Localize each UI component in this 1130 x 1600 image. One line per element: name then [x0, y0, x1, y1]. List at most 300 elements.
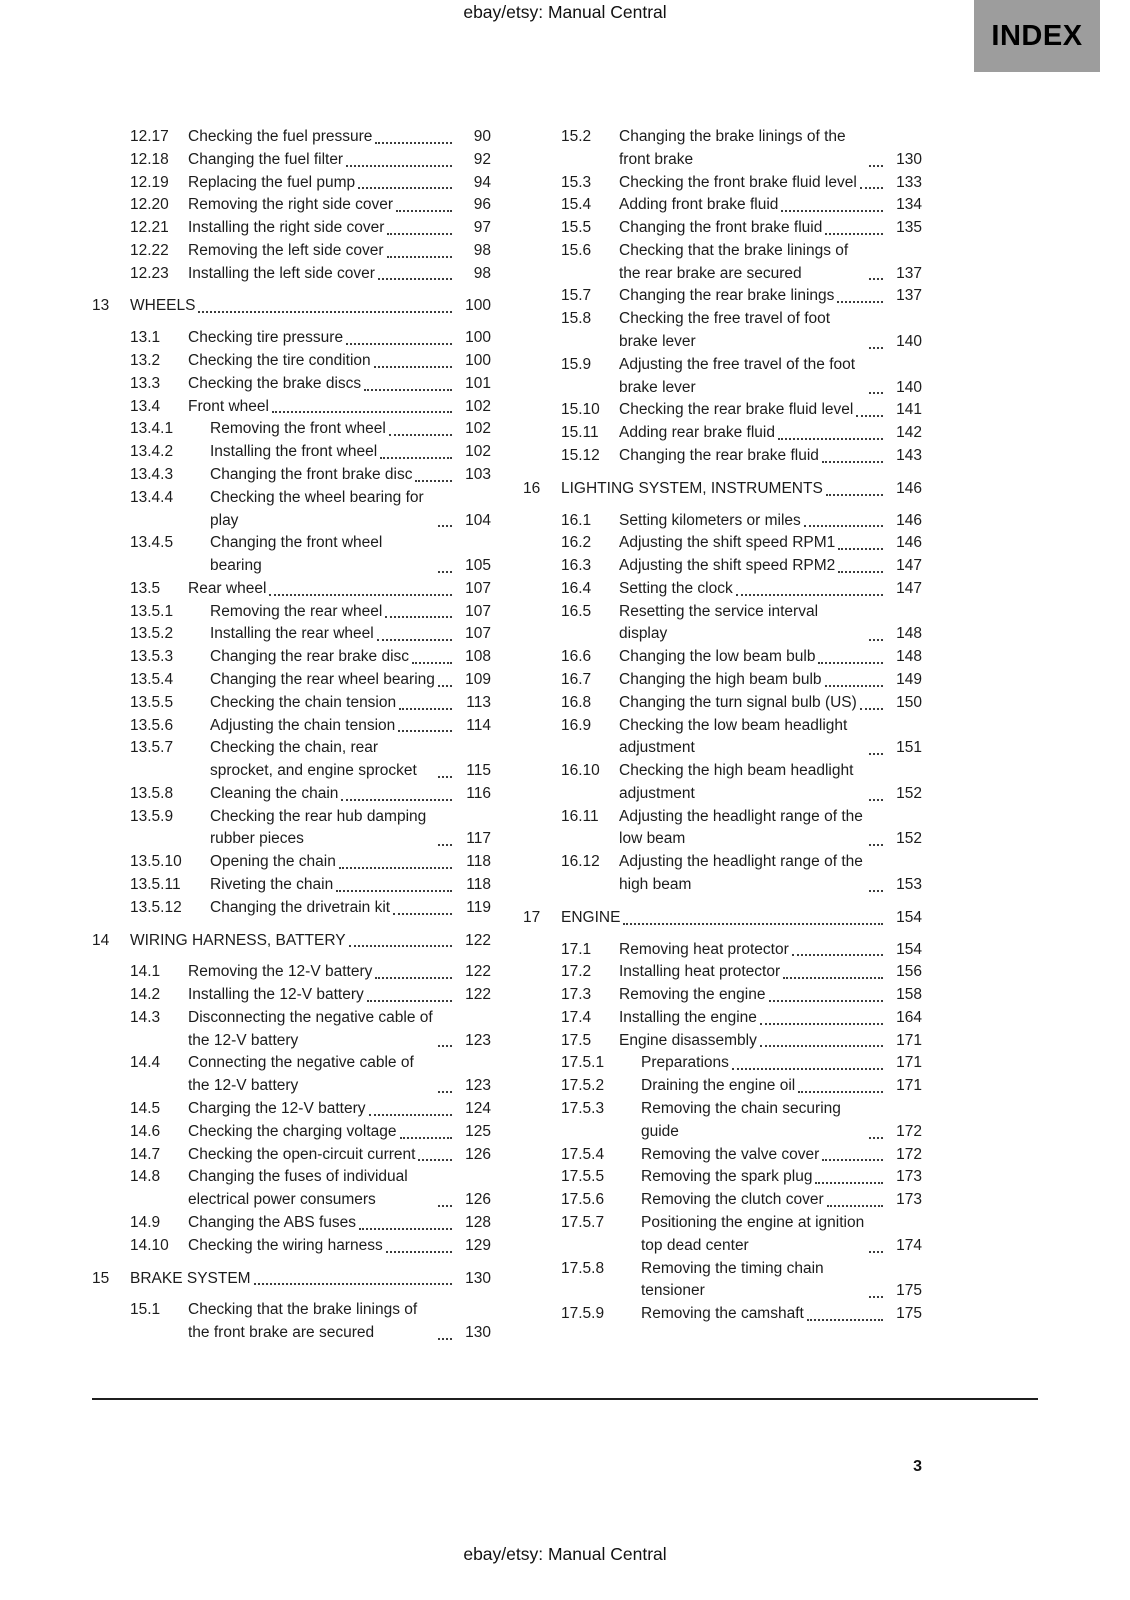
toc-entry: [92, 715, 491, 738]
dot-leader: [377, 639, 452, 641]
toc-entry-number: 13.4.5: [130, 534, 174, 552]
toc-entry-number: 15.2: [561, 128, 592, 145]
toc-entry-number: 15.9: [561, 355, 592, 373]
toc-entry-title: Checking the front brake fluid level: [619, 173, 857, 191]
toc-entry-body: [619, 510, 886, 533]
toc-entry-title: Adjusting the shift speed RPM1: [619, 534, 836, 552]
toc-entry-number: 17.5.2: [561, 1077, 605, 1095]
toc-entry-page: 119: [466, 898, 491, 916]
toc-entry-number: 16.11: [561, 807, 599, 825]
toc-entry: [523, 172, 922, 195]
toc-entry-number: 12.23: [130, 264, 169, 282]
toc-entry-title: Charging the 12-V battery: [188, 1100, 366, 1118]
toc-entry-page: 156: [896, 963, 922, 981]
dot-leader: [341, 799, 452, 801]
toc-entry-title: Checking the free travel of foot brake lever: [619, 310, 831, 351]
toc-entry-page: 151: [896, 739, 922, 757]
toc-entry-body: [188, 263, 455, 286]
toc-entry-title: Removing the spark plug: [641, 1168, 813, 1186]
toc-entry-title: Rear wheel: [188, 579, 267, 597]
toc-entry-page: 153: [896, 876, 922, 893]
toc-entry-body: [188, 1098, 455, 1121]
toc-entry-number: 16.8: [561, 693, 592, 711]
toc-entry: [92, 783, 491, 806]
toc-entry-number: 13.5.11: [130, 876, 181, 893]
toc-entry-body: [210, 669, 455, 692]
toc-entry: [92, 172, 491, 195]
toc-entry-number: 16.5: [561, 602, 592, 620]
dot-leader: [804, 525, 883, 527]
toc-entry: [523, 399, 922, 422]
dot-leader: [869, 1296, 883, 1298]
toc-entry: [523, 1144, 922, 1167]
toc-entry-title: Removing heat protector: [619, 940, 789, 958]
table-of-contents: [92, 126, 922, 1345]
toc-entry: [92, 623, 491, 646]
toc-entry-number: 15.1: [130, 1301, 161, 1319]
toc-entry: [92, 1268, 491, 1291]
toc-entry-page: 148: [896, 625, 922, 643]
toc-entry-number: 17.5: [561, 1031, 592, 1049]
toc-entry-number: 13.5.12: [130, 898, 182, 916]
toc-entry-page: 146: [896, 511, 922, 529]
toc-entry-title: ENGINE: [561, 908, 621, 926]
toc-entry-page: 90: [473, 128, 491, 145]
toc-entry: [92, 149, 491, 172]
toc-entry: [523, 1075, 922, 1098]
toc-entry-title: Checking that the brake linings of the rear brake are secured: [619, 241, 849, 282]
toc-entry-body: [641, 1098, 886, 1144]
toc-entry: [523, 578, 922, 601]
dot-leader: [400, 1137, 452, 1139]
toc-entry-number: 17.1: [561, 940, 592, 958]
toc-entry-body: [188, 1007, 455, 1053]
toc-entry: [523, 961, 922, 984]
toc-entry: [92, 441, 491, 464]
toc-entry-body: [641, 1166, 886, 1189]
dot-leader: [387, 233, 452, 235]
toc-entry: [92, 1144, 491, 1167]
dot-leader: [369, 1114, 453, 1116]
toc-entry-title: Removing the clutch cover: [641, 1191, 824, 1209]
dot-leader: [760, 1023, 883, 1025]
toc-entry-number: 16.6: [561, 648, 592, 666]
toc-entry-title: Checking the open-circuit current: [188, 1145, 416, 1163]
toc-entry-body: [619, 555, 886, 578]
toc-entry: [92, 464, 491, 487]
toc-entry-page: 130: [465, 1269, 491, 1287]
toc-entry: [523, 669, 922, 692]
dot-leader: [398, 730, 452, 732]
toc-entry-page: 96: [473, 196, 491, 214]
toc-entry: [523, 422, 922, 445]
dot-leader: [438, 776, 452, 778]
dot-leader: [367, 1000, 452, 1002]
toc-entry-body: [641, 1075, 886, 1098]
dot-leader: [869, 799, 883, 801]
toc-entry-title: Checking the wiring harness: [188, 1236, 383, 1254]
toc-entry-title: Front wheel: [188, 397, 269, 415]
dot-leader: [386, 1251, 452, 1253]
toc-entry-number: 17.5.4: [561, 1145, 605, 1163]
toc-entry-body: [188, 1121, 455, 1144]
toc-entry-title: Changing the low beam bulb: [619, 648, 816, 666]
toc-entry-title: WIRING HARNESS, BATTERY: [130, 931, 346, 949]
toc-entry: [523, 445, 922, 468]
toc-entry-page: 147: [896, 557, 922, 575]
toc-entry-number: 13.5: [130, 579, 161, 597]
toc-entry-number: 16.3: [561, 557, 592, 575]
toc-entry-page: 109: [465, 670, 491, 688]
toc-entry: [92, 961, 491, 984]
toc-entry-title: Installing heat protector: [619, 963, 781, 981]
toc-entry-title: Setting the clock: [619, 579, 733, 597]
toc-entry-body: [210, 646, 455, 669]
toc-entry: [523, 692, 922, 715]
toc-entry-body: [619, 172, 886, 195]
toc-entry-page: 102: [465, 397, 491, 415]
toc-entry-title: Removing the 12-V battery: [188, 963, 373, 981]
toc-entry-body: [619, 532, 886, 555]
toc-entry-number: 13.5.7: [130, 739, 174, 757]
toc-entry-body: [641, 1052, 886, 1075]
toc-entry-page: 107: [465, 602, 491, 620]
toc-entry-page: 129: [465, 1236, 491, 1254]
toc-entry-body: [188, 961, 455, 984]
toc-entry-number: 13.2: [130, 352, 161, 370]
toc-entry-body: [188, 149, 455, 172]
toc-entry: [523, 939, 922, 962]
toc-entry: [92, 263, 491, 286]
dot-leader: [272, 411, 452, 413]
toc-entry-page: 115: [466, 762, 491, 780]
toc-entry-page: 172: [896, 1145, 922, 1163]
toc-entry-title: Checking the high beam headlight adjustment: [619, 762, 854, 802]
toc-entry-title: Changing the brake linings of the front brake: [619, 128, 846, 168]
dot-leader: [438, 685, 452, 687]
toc-entry-body: [619, 961, 886, 984]
dot-leader: [815, 1182, 883, 1184]
toc-entry-page: 147: [896, 579, 922, 597]
toc-entry: [92, 1007, 491, 1053]
toc-entry-title: Checking the rear hub damping rubber pieces: [210, 807, 427, 848]
toc-entry-page: 158: [896, 986, 922, 1004]
dot-leader: [783, 977, 883, 979]
toc-entry-body: [188, 240, 455, 263]
toc-entry: [523, 907, 922, 930]
toc-entry-page: 104: [465, 511, 491, 529]
dot-leader: [792, 954, 883, 956]
dot-leader: [358, 187, 452, 189]
dot-leader: [415, 480, 452, 482]
toc-entry-number: 12.18: [130, 150, 169, 168]
toc-entry: [523, 1052, 922, 1075]
toc-entry-page: 102: [465, 420, 491, 438]
toc-entry-title: Changing the front wheel bearing: [210, 534, 383, 575]
dot-leader: [387, 256, 452, 258]
toc-entry-body: [641, 1212, 886, 1258]
dot-leader: [822, 461, 883, 463]
toc-entry-title: Removing the engine: [619, 986, 766, 1004]
toc-entry-page: 140: [896, 378, 922, 396]
toc-entry-page: 171: [896, 1031, 922, 1049]
toc-entry-title: Installing the engine: [619, 1008, 757, 1026]
toc-entry-title: Installing the rear wheel: [210, 625, 374, 643]
toc-entry: [523, 478, 922, 501]
toc-entry-body: [188, 217, 455, 240]
toc-entry-body: [188, 1212, 455, 1235]
toc-entry-body: [619, 217, 886, 240]
toc-entry-body: [210, 464, 455, 487]
dot-leader: [798, 1091, 883, 1093]
toc-entry-body: [619, 806, 886, 852]
toc-entry-body: [130, 930, 455, 953]
toc-entry-page: 146: [896, 479, 922, 497]
toc-entry-title: Changing the turn signal bulb (US): [619, 693, 857, 711]
dot-leader: [438, 1045, 452, 1047]
toc-entry: [92, 897, 491, 920]
toc-entry: [92, 532, 491, 578]
toc-entry-page: 117: [466, 830, 491, 848]
toc-entry-body: [619, 194, 886, 217]
toc-entry-number: 17.5.7: [561, 1213, 605, 1231]
toc-entry-body: [619, 715, 886, 761]
toc-entry: [92, 1052, 491, 1098]
toc-entry-title: Riveting the chain: [210, 876, 334, 893]
dot-leader: [380, 457, 452, 459]
dot-leader: [438, 525, 452, 527]
toc-entry-number: 13.4: [130, 397, 161, 415]
dot-leader: [418, 1159, 452, 1161]
toc-entry-title: Adding front brake fluid: [619, 196, 779, 214]
toc-entry-number: 15.4: [561, 196, 592, 214]
toc-entry-page: 172: [896, 1122, 922, 1140]
dot-leader: [385, 616, 452, 618]
dot-leader: [860, 187, 883, 189]
toc-entry-title: Cleaning the chain: [210, 784, 339, 802]
dot-leader: [869, 278, 883, 280]
toc-entry-title: Changing the ABS fuses: [188, 1213, 357, 1231]
toc-entry-body: [210, 737, 455, 783]
toc-entry-page: 171: [896, 1077, 922, 1095]
toc-entry-page: 100: [465, 297, 491, 315]
toc-entry-title: Setting kilometers or miles: [619, 511, 801, 529]
toc-entry: [523, 1030, 922, 1053]
dot-leader: [438, 571, 452, 573]
toc-entry-title: Connecting the negative cable of the 12-V battery: [188, 1054, 414, 1095]
toc-entry: [523, 760, 922, 806]
toc-entry-number: 16.9: [561, 716, 592, 734]
toc-entry-page: 141: [896, 401, 922, 419]
toc-entry-number: 17.3: [561, 986, 592, 1004]
toc-entry-page: 94: [473, 173, 491, 191]
toc-entry-number: 16.7: [561, 670, 592, 688]
toc-entry-title: Changing the front brake disc: [210, 465, 413, 483]
dot-leader: [438, 1205, 452, 1207]
toc-entry: [523, 715, 922, 761]
toc-entry-body: [188, 350, 455, 373]
toc-entry-title: Checking the fuel pressure: [188, 128, 373, 145]
toc-entry-page: 100: [465, 329, 491, 347]
toc-entry-body: [188, 1052, 455, 1098]
dot-leader: [269, 594, 452, 596]
toc-entry-number: 14: [92, 931, 110, 949]
toc-entry-number: 16: [523, 479, 541, 497]
toc-entry-title: Adjusting the headlight range of the high beam: [619, 853, 863, 893]
toc-entry-title: Checking the brake discs: [188, 374, 362, 392]
toc-entry-body: [210, 418, 455, 441]
dot-leader: [869, 753, 883, 755]
toc-entry-number: 13.3: [130, 374, 161, 392]
toc-entry-title: Checking the charging voltage: [188, 1122, 397, 1140]
toc-entry-body: [619, 354, 886, 400]
toc-entry-number: 13.4.2: [130, 443, 174, 461]
toc-entry-title: Installing the 12-V battery: [188, 986, 364, 1004]
dot-leader: [346, 165, 452, 167]
index-tab-label: INDEX: [991, 19, 1083, 52]
dot-leader: [336, 890, 452, 892]
toc-entry-page: 98: [473, 264, 491, 282]
toc-column-left: [92, 126, 491, 1345]
toc-entry: [523, 1258, 922, 1304]
toc-entry-title: Removing the valve cover: [641, 1145, 820, 1163]
toc-entry-number: 14.6: [130, 1122, 161, 1140]
toc-entry-number: 12.17: [130, 128, 169, 145]
footer-watermark: ebay/etsy: Manual Central: [463, 1544, 667, 1564]
toc-entry-title: Installing the right side cover: [188, 219, 385, 237]
toc-entry: [92, 646, 491, 669]
toc-entry: [92, 737, 491, 783]
toc-entry-number: 17.5.3: [561, 1100, 605, 1118]
dot-leader: [781, 210, 883, 212]
toc-entry-title: Adjusting the shift speed RPM2: [619, 557, 836, 575]
toc-entry-number: 15.7: [561, 287, 592, 305]
toc-entry-body: [188, 984, 455, 1007]
toc-entry-body: [619, 984, 886, 1007]
toc-entry: [92, 601, 491, 624]
toc-entry-body: [641, 1258, 886, 1304]
toc-entry: [92, 295, 491, 318]
toc-entry-page: 130: [465, 1324, 491, 1342]
toc-entry: [523, 510, 922, 533]
dot-leader: [375, 142, 452, 144]
toc-entry-body: [188, 1235, 455, 1258]
toc-entry-page: 137: [896, 287, 922, 305]
toc-entry: [523, 1166, 922, 1189]
toc-entry-title: Adding rear brake fluid: [619, 424, 775, 442]
toc-entry-page: 124: [465, 1100, 491, 1118]
toc-entry-page: 140: [896, 333, 922, 351]
toc-entry-body: [210, 851, 455, 874]
toc-entry-number: 14.2: [130, 986, 161, 1004]
toc-entry-number: 13.4.1: [130, 420, 174, 438]
dot-leader: [838, 571, 883, 573]
toc-entry-title: Checking that the brake linings of the front brake are secured: [188, 1301, 418, 1342]
toc-entry-title: Checking tire pressure: [188, 329, 344, 347]
toc-entry-body: [641, 1303, 886, 1326]
toc-entry-number: 16.2: [561, 534, 592, 552]
toc-entry-title: Changing the rear brake linings: [619, 287, 835, 305]
toc-entry-body: [619, 851, 886, 897]
dot-leader: [869, 844, 883, 846]
toc-entry: [92, 930, 491, 953]
toc-entry-page: 148: [896, 648, 922, 666]
toc-entry: [92, 126, 491, 149]
toc-entry: [92, 350, 491, 373]
toc-entry-page: 174: [896, 1236, 922, 1254]
toc-entry-number: 17: [523, 908, 541, 926]
dot-leader: [254, 1283, 452, 1285]
toc-entry-number: 13.5.9: [130, 807, 174, 825]
toc-entry-body: [561, 907, 886, 930]
toc-entry-page: 102: [465, 443, 491, 461]
toc-entry-title: Changing the fuses of individual electrical power consumers: [188, 1168, 408, 1209]
toc-entry-body: [210, 874, 455, 897]
toc-entry-body: [188, 373, 455, 396]
dot-leader: [825, 233, 883, 235]
toc-entry-page: 150: [896, 693, 922, 711]
toc-entry: [92, 327, 491, 350]
toc-entry-number: 15.6: [561, 241, 592, 259]
index-tab: [974, 0, 1100, 72]
toc-entry-title: Changing the rear brake fluid: [619, 446, 819, 464]
toc-entry-number: 14.3: [130, 1008, 161, 1026]
toc-entry-page: 100: [465, 352, 491, 370]
toc-entry-body: [619, 939, 886, 962]
toc-entry-body: [188, 396, 455, 419]
toc-entry-page: 126: [465, 1191, 491, 1209]
toc-entry: [92, 806, 491, 852]
toc-entry: [92, 1098, 491, 1121]
toc-entry-page: 97: [473, 219, 491, 237]
toc-entry-number: 17.5.6: [561, 1191, 605, 1209]
toc-entry-number: 14.5: [130, 1100, 161, 1118]
toc-entry: [523, 1098, 922, 1144]
toc-entry: [92, 1121, 491, 1144]
toc-entry-body: [619, 1030, 886, 1053]
toc-entry-number: 15.10: [561, 401, 600, 419]
toc-entry-body: [210, 806, 455, 852]
toc-entry-page: 173: [896, 1168, 922, 1186]
toc-entry-body: [619, 126, 886, 172]
toc-entry-page: 171: [896, 1054, 922, 1072]
toc-entry: [523, 1007, 922, 1030]
toc-entry-page: 113: [466, 693, 491, 711]
toc-entry: [92, 1166, 491, 1212]
toc-entry: [92, 194, 491, 217]
toc-entry-number: 15.12: [561, 446, 600, 464]
toc-entry-body: [188, 1166, 455, 1212]
dot-leader: [869, 1251, 883, 1253]
toc-entry-number: 12.20: [130, 196, 169, 214]
toc-entry-title: Removing the right side cover: [188, 196, 394, 214]
toc-entry-title: Adjusting the headlight range of the low beam: [619, 807, 863, 848]
toc-entry-body: [210, 715, 455, 738]
toc-entry-number: 14.4: [130, 1054, 161, 1072]
toc-entry-page: 105: [465, 557, 491, 575]
dot-leader: [838, 548, 883, 550]
toc-entry: [523, 555, 922, 578]
dot-leader: [732, 1068, 883, 1070]
toc-entry: [92, 984, 491, 1007]
toc-entry-title: Removing the left side cover: [188, 241, 384, 259]
toc-entry-number: 17.5.5: [561, 1168, 605, 1186]
toc-entry-title: Changing the front brake fluid: [619, 219, 823, 237]
toc-entry-title: Installing the front wheel: [210, 443, 378, 461]
toc-entry-number: 17.2: [561, 963, 592, 981]
toc-entry-page: 118: [466, 853, 491, 871]
toc-entry-number: 13.5.8: [130, 784, 174, 802]
